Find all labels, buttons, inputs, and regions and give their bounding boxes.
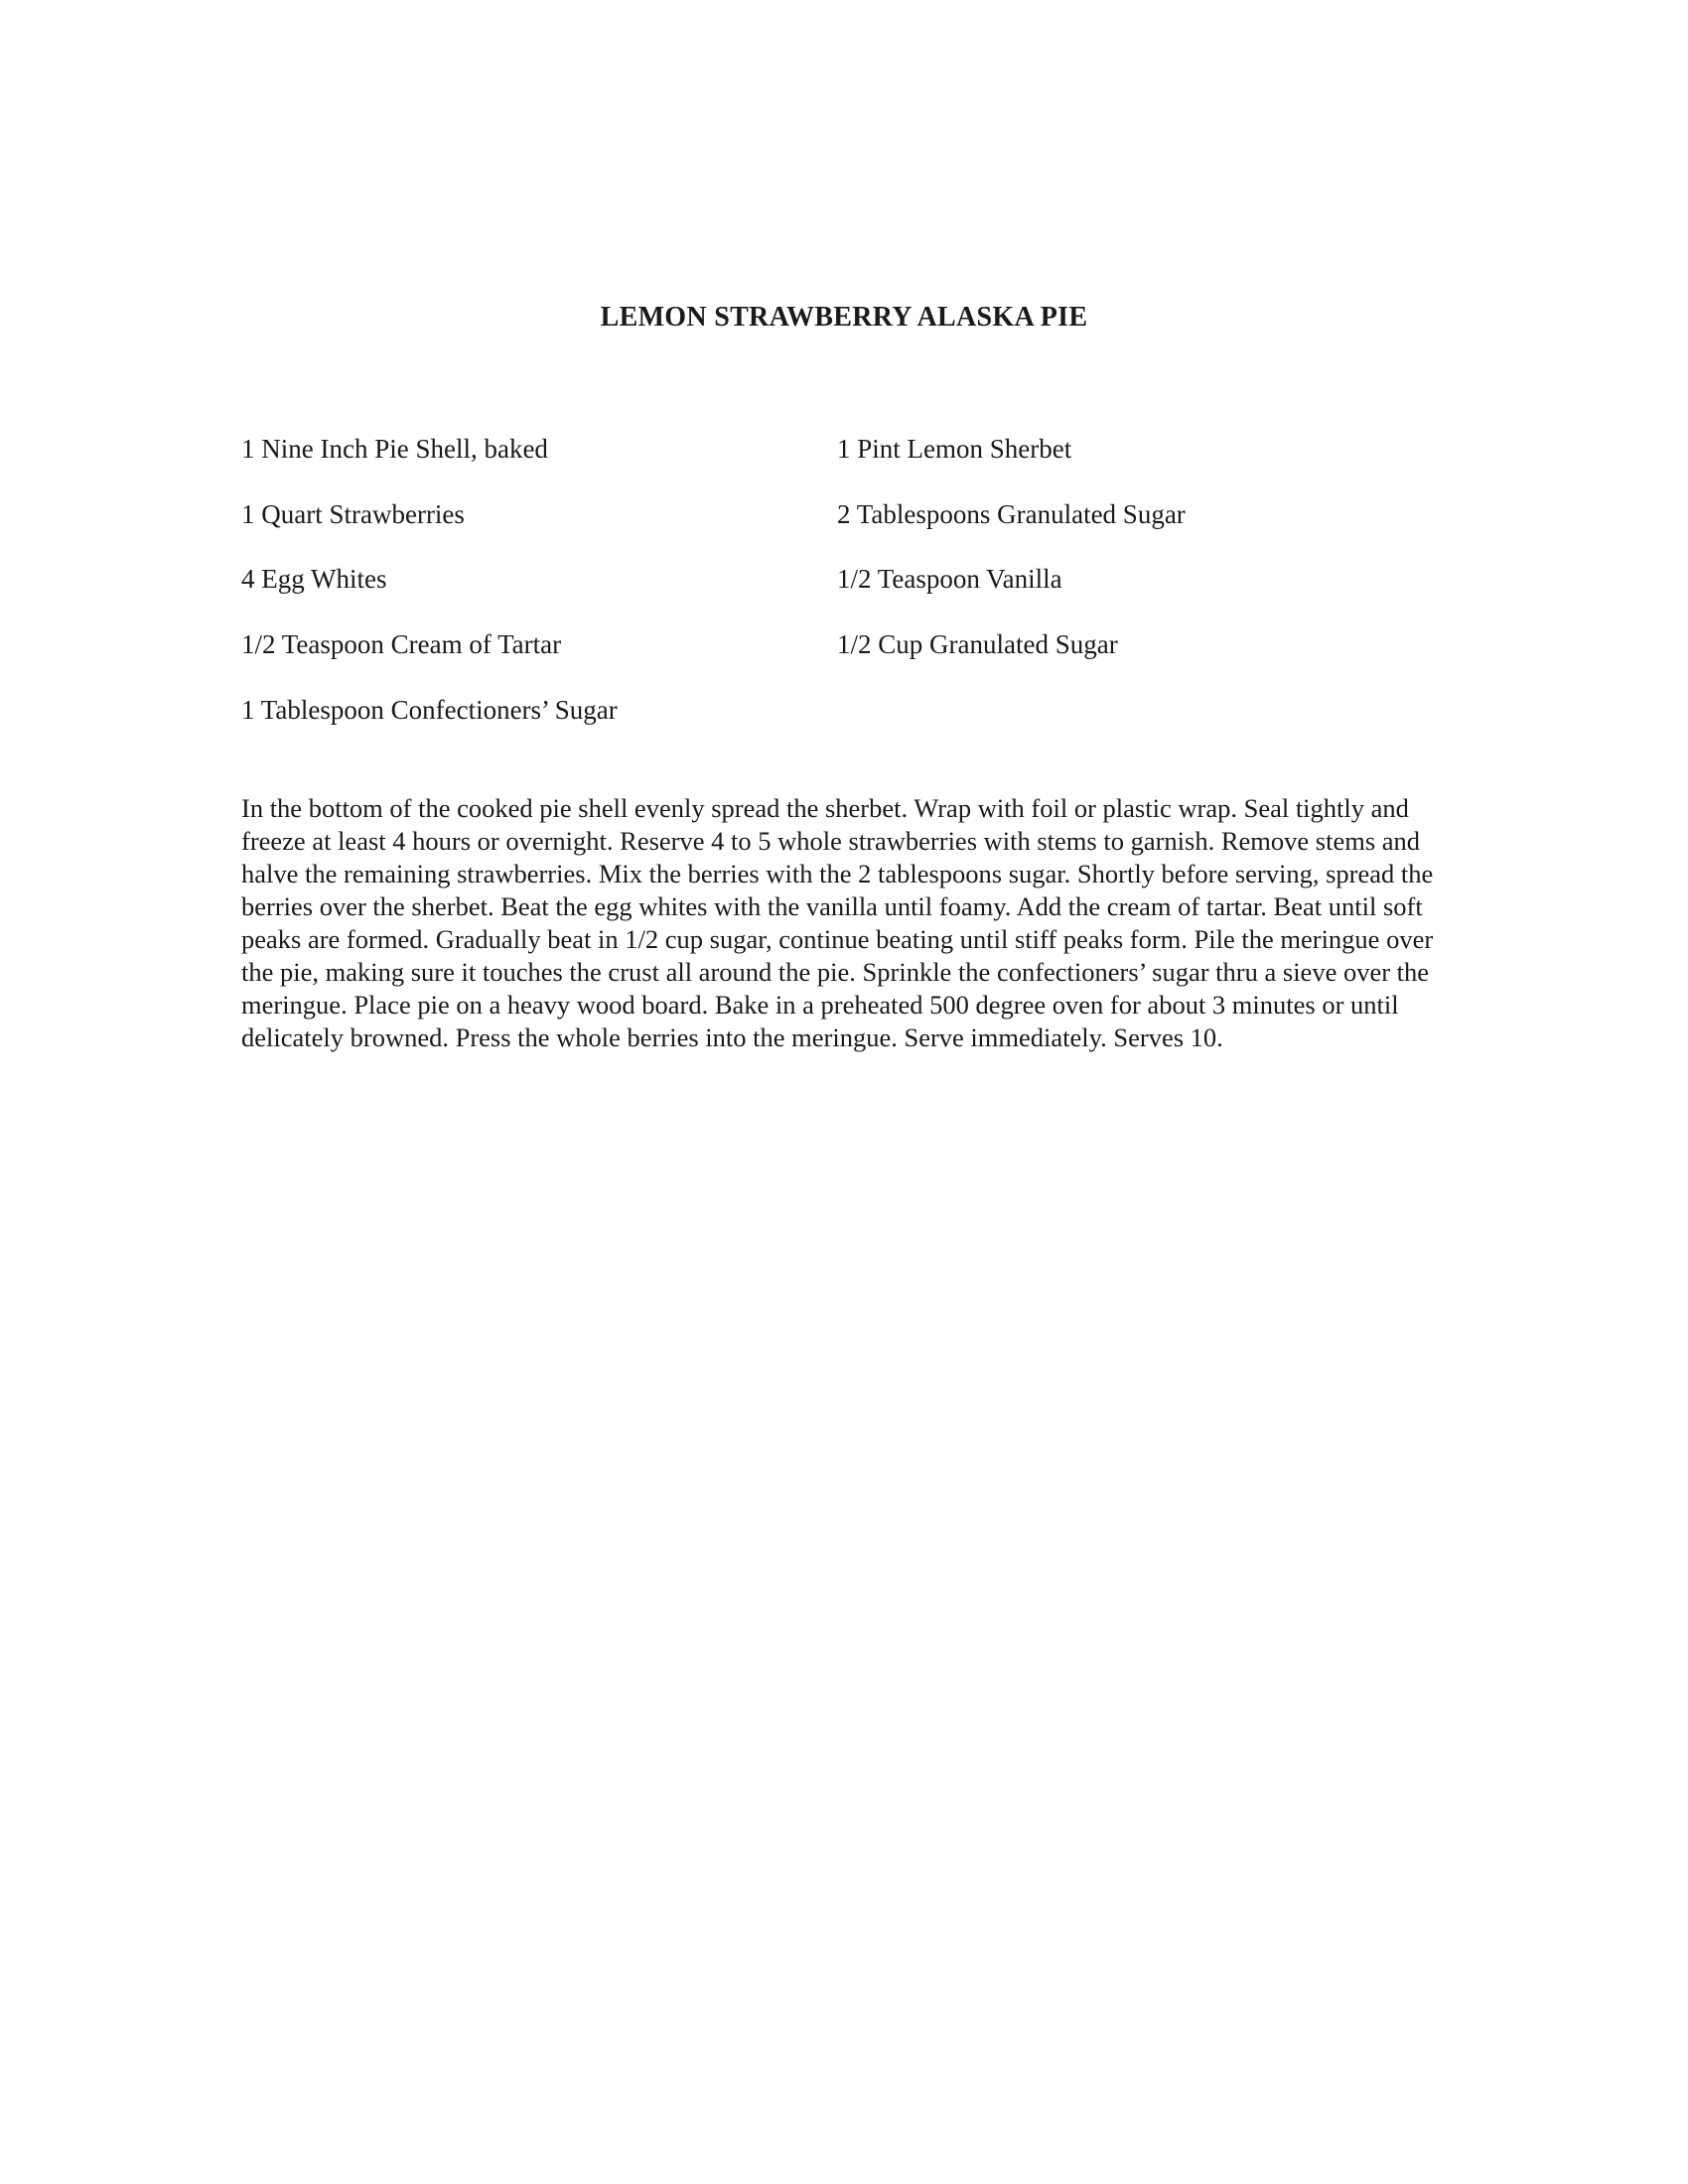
ingredient-left-3: 4 Egg Whites <box>241 564 387 594</box>
ingredient-right-4: 1/2 Cup Granulated Sugar <box>837 629 1118 659</box>
ingredient-left-2: 1 Quart Strawberries <box>241 499 465 529</box>
ingredient-right-2: 2 Tablespoons Granulated Sugar <box>837 499 1186 529</box>
ingredient-right-1: 1 Pint Lemon Sherbet <box>837 434 1072 464</box>
recipe-title: LEMON STRAWBERRY ALASKA PIE <box>600 302 1088 333</box>
ingredient-left-5: 1 Tablespoon Confectioners’ Sugar <box>241 695 618 725</box>
recipe-instructions: In the bottom of the cooked pie shell evenly spread the sherbet. Wrap with foil or plastic wrap. Seal tightly and freeze at least 4 hours or overnight. Reserve 4 to 5 whole strawberries with stems to garnish. Remove stems and halve the remaining strawberries. Mix the berries with the 2 tablespoons sugar. Shortly before serving, spread the berries over the sherbet. Beat the egg whites with the vanilla until foamy. Add the cream of tartar. Beat until soft peaks are formed. Gradually beat in 1/2 cup sugar, continue beating until stiff peaks form. Pile the meringue over the pie, making sure it touches the crust all around the pie. Sprinkle the confectioners’ sugar thru a sieve over the meringue. Place pie on a heavy wood board. Bake in a preheated 500 degree oven for about 3 minutes or until delicately browned. Press the whole berries into the meringue. Serve immediately. Serves 10. <box>241 793 1434 1052</box>
ingredient-left-1: 1 Nine Inch Pie Shell, baked <box>241 434 548 464</box>
ingredient-right-3: 1/2 Teaspoon Vanilla <box>837 564 1062 594</box>
ingredient-left-4: 1/2 Teaspoon Cream of Tartar <box>241 629 562 659</box>
